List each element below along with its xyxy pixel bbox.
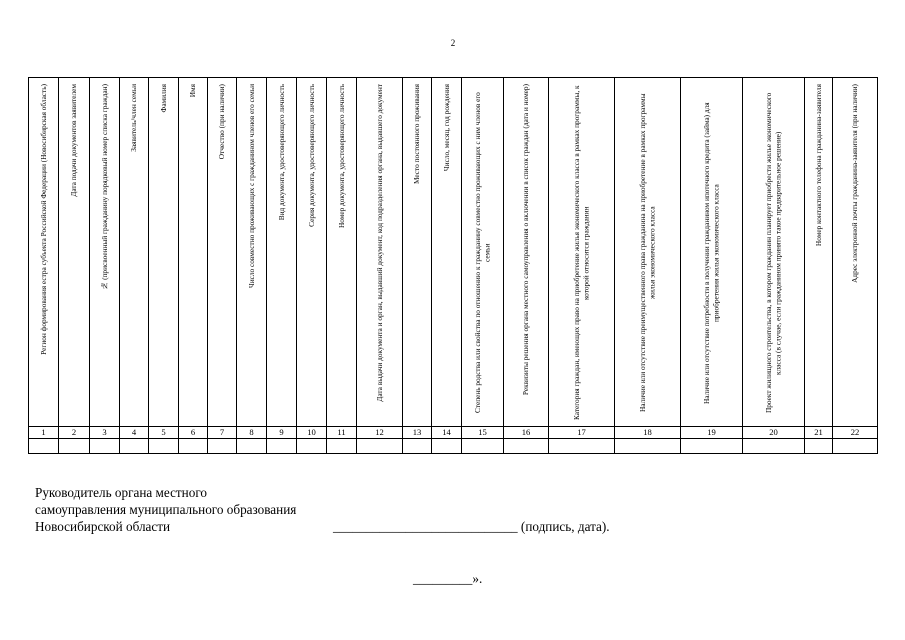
column-header-1 <box>29 78 59 427</box>
column-header-text: Отчество (при наличии) <box>217 84 227 160</box>
table-cell <box>208 439 237 454</box>
signature-title-line-3: Новосибирской области <box>35 519 171 534</box>
column-number-12: 12 <box>357 427 403 439</box>
table-cell <box>297 439 327 454</box>
column-number-1: 1 <box>29 427 59 439</box>
table-cell <box>59 439 90 454</box>
page-number: 2 <box>450 38 456 48</box>
column-header-21 <box>805 78 833 427</box>
signature-title-line-1: Руководитель органа местного <box>35 485 208 500</box>
column-number-20: 20 <box>743 427 805 439</box>
column-number-3: 3 <box>90 427 120 439</box>
column-number-9: 9 <box>267 427 297 439</box>
column-header-text: Место постоянного проживания <box>412 84 422 185</box>
column-header-16 <box>504 78 549 427</box>
column-header-text: Число, месяц, год рождения <box>441 84 451 172</box>
column-number-15: 15 <box>462 427 504 439</box>
column-header-15 <box>462 78 504 427</box>
column-number-14: 14 <box>432 427 462 439</box>
column-header-22 <box>833 78 878 427</box>
column-header-17 <box>549 78 615 427</box>
column-header-11 <box>327 78 357 427</box>
table-cell <box>805 439 833 454</box>
table-header-row <box>29 78 878 427</box>
column-header-text: Категория граждан, имеющих право на приобретение жилья экономического класса в рамках программы, к которой относится гражданин <box>572 85 591 421</box>
column-header-14 <box>432 78 462 427</box>
column-header-text: Имя <box>188 84 198 98</box>
table-cell <box>403 439 432 454</box>
column-header-13 <box>403 78 432 427</box>
column-header-19 <box>681 78 743 427</box>
column-number-13: 13 <box>403 427 432 439</box>
column-header-2 <box>59 78 90 427</box>
table-cell <box>833 439 878 454</box>
table-cell <box>681 439 743 454</box>
footer-closing-line: _________». <box>413 571 483 586</box>
table-cell <box>149 439 179 454</box>
column-number-17: 17 <box>549 427 615 439</box>
table-cell <box>120 439 149 454</box>
column-number-21: 21 <box>805 427 833 439</box>
table-cell <box>432 439 462 454</box>
column-number-11: 11 <box>327 427 357 439</box>
column-header-text: Фамилия <box>158 84 168 113</box>
column-header-text: Дата выдачи документа и орган, выдавший документ, код подразделения органа, выдавшего документ <box>374 84 384 402</box>
table-cell <box>549 439 615 454</box>
column-header-8 <box>237 78 267 427</box>
column-header-text: Число совместно проживающих с гражданином членов его семьи <box>246 84 256 288</box>
column-header-3 <box>90 78 120 427</box>
table-cell <box>615 439 681 454</box>
column-number-22: 22 <box>833 427 878 439</box>
column-header-text: Дата подачи документов заявителем <box>69 84 79 197</box>
column-header-text: Наличие или отсутствие преимущественного права гражданина на приобретение в рамках программы жилья экономического класса <box>638 93 657 413</box>
signature-title-line-2: самоуправления муниципального образования <box>35 502 297 517</box>
column-header-text: Серия документа, удостоверяющего личность <box>306 84 316 227</box>
column-number-4: 4 <box>120 427 149 439</box>
table-cell <box>267 439 297 454</box>
column-header-text: Степень родства или свойства по отношению к гражданину совместно проживающих с ним членов его семьи <box>473 92 492 414</box>
column-number-18: 18 <box>615 427 681 439</box>
column-header-6 <box>179 78 208 427</box>
table-cell <box>504 439 549 454</box>
column-header-text: Проект жилищного строительства, в котором гражданин планирует приобрести жилье экономического класса (в случае, если гражданином принято такое предварительное решение) <box>764 92 783 414</box>
column-number-2: 2 <box>59 427 90 439</box>
table-number-row <box>29 427 878 439</box>
column-number-19: 19 <box>681 427 743 439</box>
citizens-list-table <box>28 77 878 454</box>
table-cell <box>462 439 504 454</box>
column-number-5: 5 <box>149 427 179 439</box>
column-header-text: Номер документа, удостоверяющего личность <box>336 84 346 229</box>
table-cell <box>29 439 59 454</box>
column-header-7 <box>208 78 237 427</box>
table-cell <box>237 439 267 454</box>
column-number-7: 7 <box>208 427 237 439</box>
column-header-20 <box>743 78 805 427</box>
table-cell <box>743 439 805 454</box>
column-header-text: Наличие или отсутствие потребности в получении гражданином ипотечного кредита (займа) для приобретения жилья экономического класса <box>702 102 721 404</box>
column-header-18 <box>615 78 681 427</box>
column-header-text: Номер контактного телефона гражданина-заявителя <box>813 84 823 247</box>
column-header-text: Регион формирования естра субъекта Российской Федерации (Новосибирская область) <box>38 84 48 355</box>
column-number-8: 8 <box>237 427 267 439</box>
table-empty-row <box>29 439 878 454</box>
column-header-9 <box>267 78 297 427</box>
column-number-6: 6 <box>179 427 208 439</box>
table-cell <box>327 439 357 454</box>
column-header-4 <box>120 78 149 427</box>
column-header-text: Вид документа, удостоверяющего личность <box>276 84 286 221</box>
column-header-text: Заявитель/член семьи <box>129 84 139 152</box>
column-number-10: 10 <box>297 427 327 439</box>
table-cell <box>357 439 403 454</box>
signature-field: ____________________________ (подпись, дата). <box>333 519 610 534</box>
column-header-text: Адрес электронной почты гражданина-заявителя (при наличии) <box>850 84 860 283</box>
table-cell <box>179 439 208 454</box>
column-header-5 <box>149 78 179 427</box>
column-header-12 <box>357 78 403 427</box>
column-number-16: 16 <box>504 427 549 439</box>
table-cell <box>90 439 120 454</box>
column-header-10 <box>297 78 327 427</box>
column-header-text: № (присвоенный гражданину порядковый номер списка граждан) <box>99 84 109 291</box>
column-header-text: Реквизиты решения органа местного самоуправления о включении в список граждан (дата и номер) <box>521 84 531 396</box>
